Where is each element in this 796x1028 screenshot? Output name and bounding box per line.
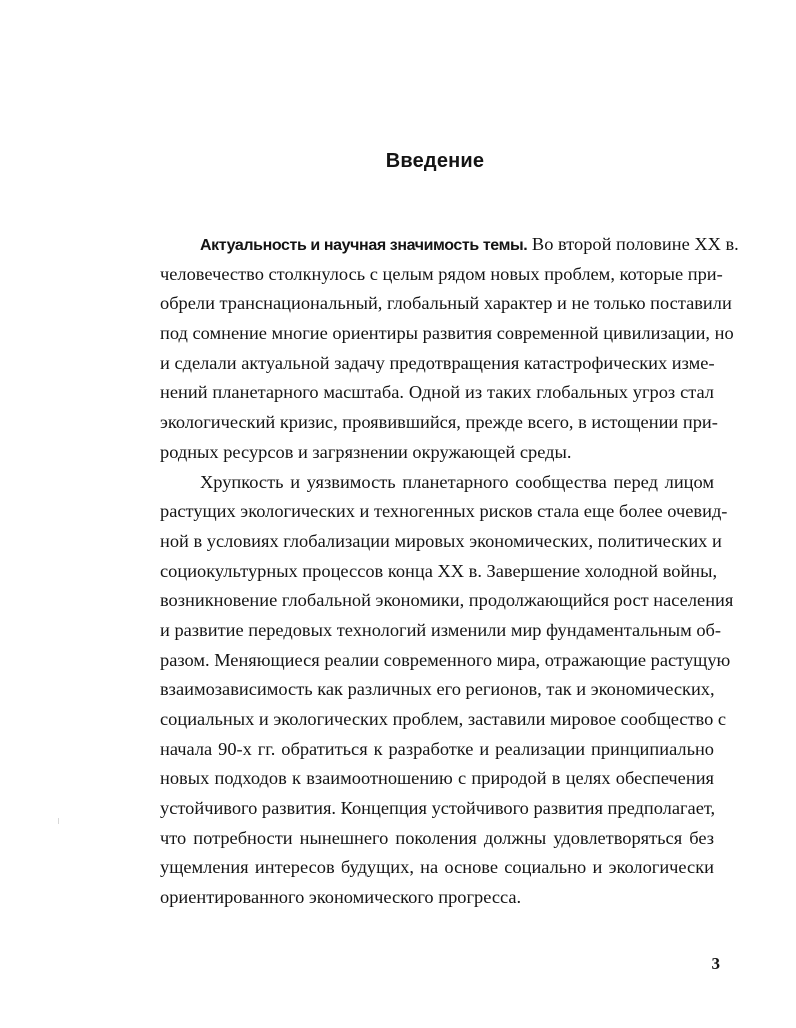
body-text: [160, 230, 739, 913]
text-line: растущих экологических и техногенных рисков стала еще более очевид-: [160, 501, 728, 522]
text-line: устойчивого развития. Концепция устойчивого развития предполагает,: [160, 798, 716, 819]
paragraph-2: [160, 468, 734, 913]
text-line: ориентированного экономического прогресса.: [160, 887, 522, 908]
paragraph-1: [160, 230, 739, 468]
text-line: обрели транснациональный, глобальный характер и не только поставили: [160, 293, 732, 314]
text-line: Хрупкость и уязвимость планетарного сообщества перед лицом: [200, 471, 714, 492]
text-line: возникновение глобальной экономики, продолжающийся рост населения: [160, 590, 734, 611]
scan-speck: [58, 818, 59, 824]
text-line: нений планетарного масштаба. Одной из таких глобальных угроз стал: [160, 382, 714, 403]
page-number: 3: [711, 954, 720, 973]
text-line: социальных и экологических проблем, заставили мировое сообщество с: [160, 709, 727, 729]
text-line: что потребности нынешнего поколения должны удовлетворяться без: [160, 827, 714, 848]
lead-phrase: Актуальность и научная значимость темы.: [200, 237, 528, 254]
text-line: человечество столкнулось с целым рядом новых проблем, которые при-: [160, 263, 723, 284]
text-line: социокультурных процессов конца XX в. Завершение холодной войны,: [160, 560, 718, 581]
text-line: начала 90-х гг. обратиться к разработке и реализации принципиально: [160, 738, 714, 759]
text-line: новых подходов к взаимоотношению с природой в целях обеспечения: [160, 768, 714, 789]
text-line: разом. Меняющиеся реалии современного мира, отражающие растущую: [160, 649, 731, 670]
text-line: взаимозависимость как различных его регионов, так и экономических,: [160, 679, 715, 700]
heading-text: Введение: [385, 150, 485, 172]
text-line: и развитие передовых технологий изменили мир фундаментальным об-: [160, 619, 722, 640]
text-line: под сомнение многие ориентиры развития современной цивилизации, но: [160, 323, 734, 344]
page-title: [0, 150, 796, 173]
text-line: экологический кризис, проявившийся, прежде всего, в истощении при-: [160, 412, 718, 433]
text-line: родных ресурсов и загрязнении окружающей среды.: [160, 441, 572, 462]
text-line: ной в условиях глобализации мировых экономических, политических и: [160, 530, 722, 551]
text-line: [160, 230, 739, 260]
text-line: и сделали актуальной задачу предотвращения катастрофических изме-: [160, 352, 715, 373]
text-fragment: Во второй половине XX в.: [527, 234, 739, 254]
text-line: ущемления интересов будущих, на основе социально и экологически: [160, 857, 714, 878]
